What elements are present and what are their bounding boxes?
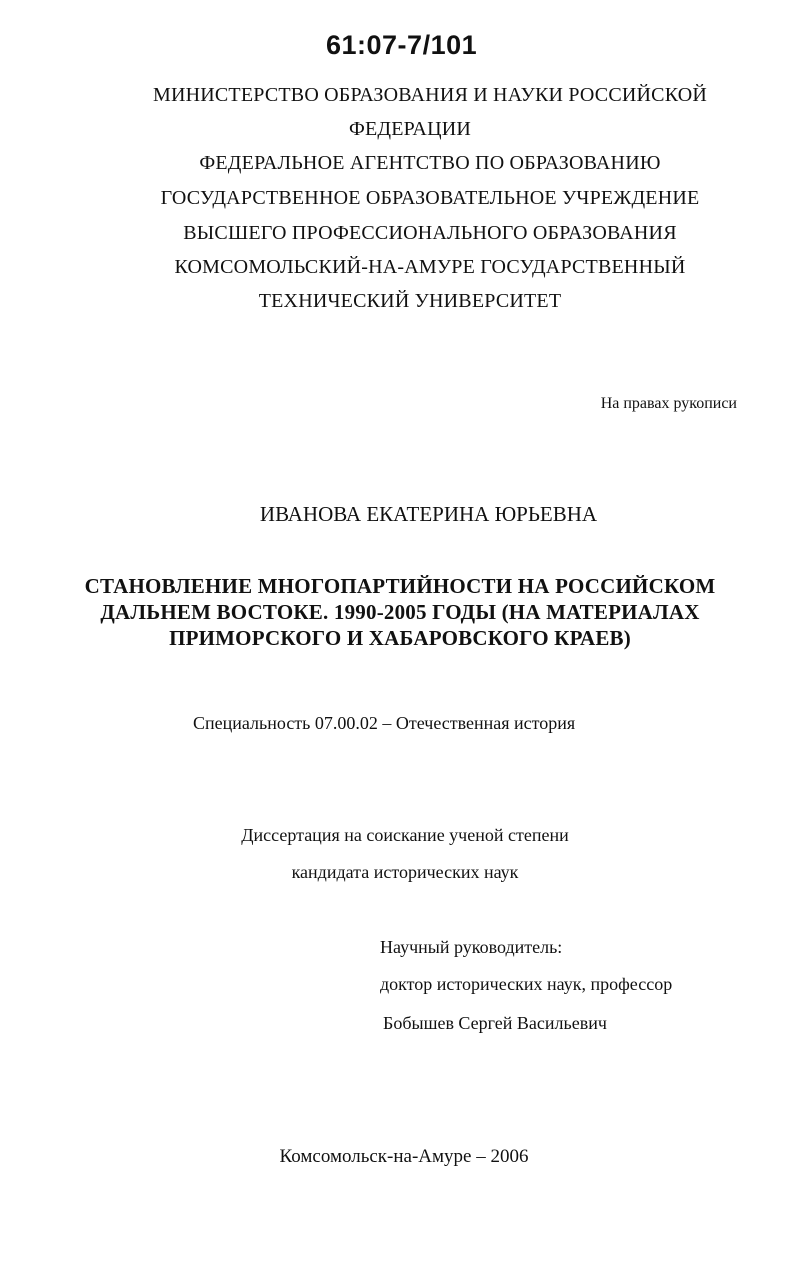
header-line: ФЕДЕРАЛЬНОЕ АГЕНТСТВО ПО ОБРАЗОВАНИЮ (199, 152, 661, 174)
header-line: ВЫСШЕГО ПРОФЕССИОНАЛЬНОГО ОБРАЗОВАНИЯ (183, 222, 677, 244)
manuscript-rights-note: На правах рукописи (600, 395, 737, 412)
title-line: СТАНОВЛЕНИЕ МНОГОПАРТИЙНОСТИ НА РОССИЙСКОМ (84, 574, 716, 598)
header-line: ГОСУДАРСТВЕННОЕ ОБРАЗОВАТЕЛЬНОЕ УЧРЕЖДЕНИЕ (160, 187, 700, 209)
degree-line: кандидата исторических наук (291, 862, 519, 882)
title-line: ДАЛЬНЕМ ВОСТОКЕ. 1990-2005 ГОДЫ (НА МАТЕРИАЛАХ (100, 600, 700, 624)
supervisor-degree: доктор исторических наук, профессор (380, 974, 673, 994)
specialty: Специальность 07.00.02 – Отечественная история (193, 713, 576, 733)
supervisor-name: Бобышев Сергей Васильевич (383, 1013, 607, 1033)
author-name: ИВАНОВА ЕКАТЕРИНА ЮРЬЕВНА (259, 502, 598, 526)
degree-line: Диссертация на соискание ученой степени (241, 825, 569, 845)
header-line: ТЕХНИЧЕСКИЙ УНИВЕРСИТЕТ (258, 290, 562, 312)
title-line: ПРИМОРСКОГО И ХАБАРОВСКОГО КРАЕВ) (169, 626, 631, 650)
supervisor-label: Научный руководитель: (380, 937, 563, 957)
archive-stamp: 61:07-7/101 (326, 30, 478, 60)
header-line: МИНИСТЕРСТВО ОБРАЗОВАНИЯ И НАУКИ РОССИЙСКОЙ (152, 84, 708, 106)
header-line: КОМСОМОЛЬСКИЙ-НА-АМУРЕ ГОСУДАРСТВЕННЫЙ (174, 256, 686, 278)
city-year: Комсомольск-на-Амуре – 2006 (279, 1146, 529, 1167)
header-line: ФЕДЕРАЦИИ (348, 118, 471, 140)
